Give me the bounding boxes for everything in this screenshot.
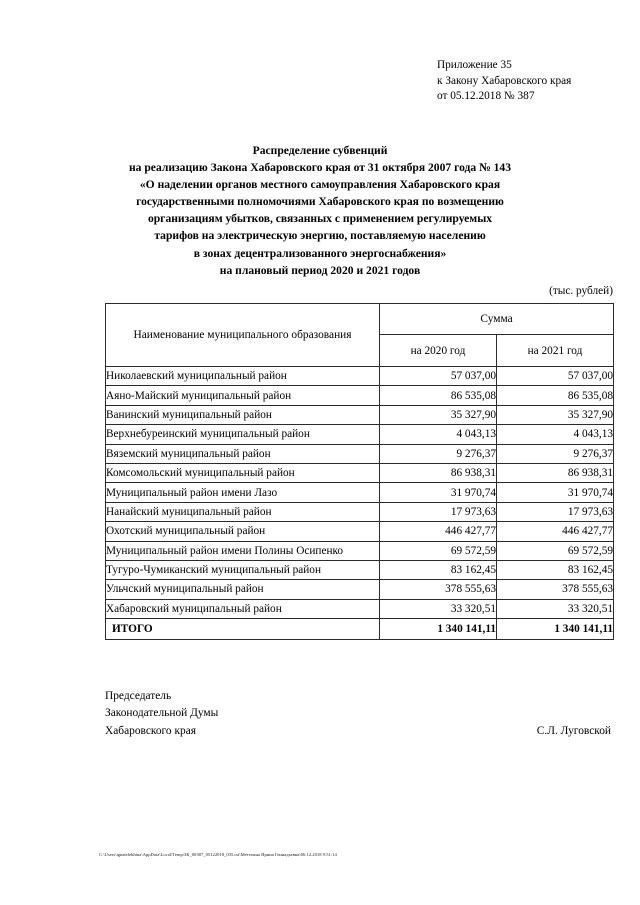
cell-municipality-name: Тугуро-Чумиканский муниципальный район	[106, 560, 380, 579]
cell-amount-2021: 86 938,31	[497, 463, 614, 482]
cell-municipality-name: Николаевский муниципальный район	[106, 367, 380, 386]
cell-amount-2020: 86 535,08	[380, 386, 497, 405]
table-head	[106, 304, 614, 367]
table-row	[106, 599, 614, 618]
cell-amount-2020: 57 037,00	[380, 367, 497, 386]
cell-amount-2021: 31 970,74	[497, 483, 614, 502]
cell-municipality-name: Охотский муниципальный район	[106, 522, 380, 541]
title-line-4: государственными полномочиями Хабаровского края по возмещению	[136, 195, 504, 209]
cell-amount-2021: 86 535,08	[497, 386, 614, 405]
subventions-table	[105, 303, 614, 640]
cell-municipality-name: Муниципальный район имени Лазо	[106, 483, 380, 502]
title-line-7: в зонах децентрализованного энергоснабжения»	[193, 246, 447, 260]
cell-municipality-name: Ванинский муниципальный район	[106, 405, 380, 424]
table-row	[106, 367, 614, 386]
cell-amount-2020: 446 427,77	[380, 522, 497, 541]
table-row	[106, 463, 614, 482]
cell-municipality-name: Аяно-Майский муниципальный район	[106, 386, 380, 405]
table-row	[106, 425, 614, 444]
signature-last-row	[105, 723, 613, 740]
table-row	[106, 580, 614, 599]
cell-amount-2021: 17 973,63	[497, 502, 614, 521]
title-line-3: «О наделении органов местного самоуправления Хабаровского края	[139, 178, 501, 192]
cell-amount-2021: 4 043,13	[497, 425, 614, 444]
cell-municipality-name: Муниципальный район имени Полины Осипенко	[106, 541, 380, 560]
cell-amount-2020: 4 043,13	[380, 425, 497, 444]
footer-file-path: C:\Users\ignatelekhina\AppData\Local\Temp\ЗК_00387_05122018_035.txt\Метехина Ирина Геннадьевна\06.12.2018 9:51:14	[99, 852, 337, 857]
table-row	[106, 560, 614, 579]
column-header-sum-group: Сумма	[380, 304, 614, 335]
table-row	[106, 386, 614, 405]
cell-amount-2021: 35 327,90	[497, 405, 614, 424]
cell-municipality-name: Хабаровский муниципальный район	[106, 599, 380, 618]
cell-municipality-name: Вяземский муниципальный район	[106, 444, 380, 463]
subventions-table-wrapper	[105, 303, 613, 640]
units-note: (тыс. рублей)	[549, 285, 613, 297]
cell-amount-2021: 69 572,59	[497, 541, 614, 560]
table-row	[106, 405, 614, 424]
cell-amount-2021: 446 427,77	[497, 522, 614, 541]
table-row	[106, 444, 614, 463]
cell-amount-2020: 83 162,45	[380, 560, 497, 579]
reference-line-appendix: Приложение 35	[437, 59, 512, 71]
cell-amount-2021: 33 320,51	[497, 599, 614, 618]
cell-amount-2020: 35 327,90	[380, 405, 497, 424]
cell-amount-2020: 31 970,74	[380, 483, 497, 502]
table-row	[106, 483, 614, 502]
table-row	[106, 502, 614, 521]
signature-block	[105, 688, 613, 740]
title-line-6: тарифов на электрическую энергию, поставляемую населению	[154, 229, 486, 243]
signature-title-line-2: Законодательной Думы	[105, 707, 219, 720]
cell-amount-2020: 86 938,31	[380, 463, 497, 482]
cell-total-2020: 1 340 141,11	[380, 619, 497, 640]
column-header-year-2020: на 2020 год	[380, 335, 497, 367]
title-line-8: на плановый период 2020 и 2021 годов	[219, 263, 421, 277]
signature-title-line-1: Председатель	[105, 690, 172, 702]
table-total-row	[106, 619, 614, 640]
cell-amount-2020: 69 572,59	[380, 541, 497, 560]
appendix-reference-block	[437, 58, 637, 105]
cell-amount-2020: 378 555,63	[380, 580, 497, 599]
cell-amount-2021: 378 555,63	[497, 580, 614, 599]
document-title	[60, 142, 580, 279]
cell-amount-2021: 57 037,00	[497, 367, 614, 386]
title-line-5: организациям убытков, связанных с применением регулируемых	[147, 212, 493, 226]
table-body	[106, 367, 614, 640]
cell-municipality-name: Ульчский муниципальный район	[106, 580, 380, 599]
cell-municipality-name: Комсомольский муниципальный район	[106, 463, 380, 482]
cell-total-2021: 1 340 141,11	[497, 619, 614, 640]
cell-total-label: ИТОГО	[106, 619, 380, 640]
cell-amount-2020: 17 973,63	[380, 502, 497, 521]
column-header-year-2021: на 2021 год	[497, 335, 614, 367]
cell-amount-2020: 33 320,51	[380, 599, 497, 618]
signature-title-line-3: Хабаровского края	[105, 724, 196, 737]
title-line-2: на реализацию Закона Хабаровского края от 31 октября 2007 года № 143	[128, 161, 512, 175]
title-line-1: Распределение субвенций	[252, 144, 388, 157]
cell-municipality-name: Нанайский муниципальный район	[106, 502, 380, 521]
column-header-municipality: Наименование муниципального образования	[106, 304, 380, 367]
table-row	[106, 522, 614, 541]
table-header-row-1	[106, 304, 614, 335]
reference-line-law: к Закону Хабаровского края	[437, 74, 572, 87]
cell-amount-2020: 9 276,37	[380, 444, 497, 463]
cell-amount-2021: 83 162,45	[497, 560, 614, 579]
table-row	[106, 541, 614, 560]
reference-line-date-number: от 05.12.2018 № 387	[437, 90, 535, 103]
cell-amount-2021: 9 276,37	[497, 444, 614, 463]
signatory-name: С.Л. Луговской	[536, 724, 611, 737]
cell-municipality-name: Верхнебуреинский муниципальный район	[106, 425, 380, 444]
